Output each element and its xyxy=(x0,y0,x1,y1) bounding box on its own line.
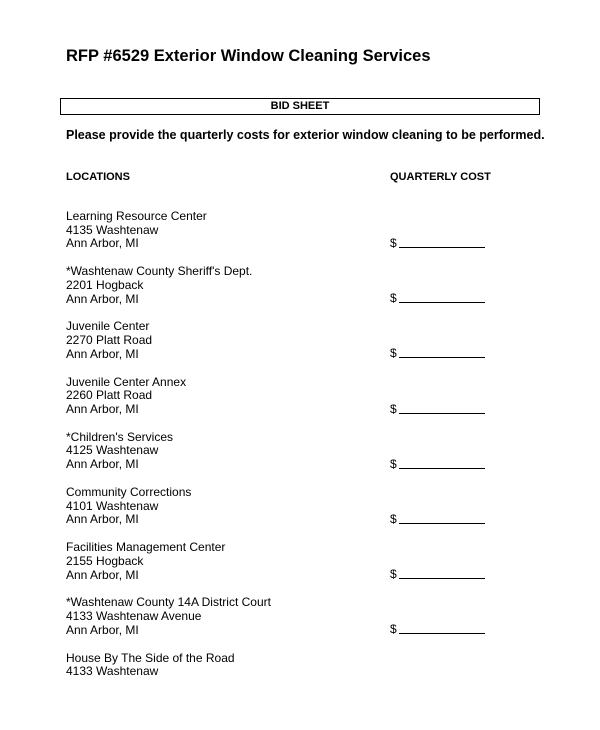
cost-blank-line xyxy=(399,247,485,248)
location-street: 2201 Hogback xyxy=(66,277,144,292)
quarterly-cost-field[interactable] xyxy=(390,567,485,581)
location-address xyxy=(66,376,186,417)
quarterly-cost-column-header: QUARTERLY COST xyxy=(390,171,491,183)
location-street: 2260 Platt Road xyxy=(66,388,153,403)
location-name: Juvenile Center xyxy=(66,319,150,334)
currency-symbol: $ xyxy=(390,511,397,526)
location-entry xyxy=(0,541,600,596)
location-name: *Washtenaw County Sheriff's Dept. xyxy=(66,264,253,279)
location-address xyxy=(66,320,152,361)
location-city: Ann Arbor, MI xyxy=(66,346,139,361)
quarterly-cost-field[interactable] xyxy=(390,236,485,250)
location-entry xyxy=(0,320,600,375)
cost-blank-line xyxy=(399,578,485,579)
cost-blank-line xyxy=(399,302,485,303)
location-address xyxy=(66,431,173,472)
location-name: Juvenile Center Annex xyxy=(66,374,187,389)
bid-sheet-header xyxy=(60,98,540,115)
location-list xyxy=(0,210,600,707)
quarterly-cost-field[interactable] xyxy=(390,457,485,471)
location-address xyxy=(66,265,252,306)
location-city xyxy=(66,679,235,693)
quarterly-cost-field[interactable] xyxy=(390,622,485,636)
location-city: Ann Arbor, MI xyxy=(66,457,139,472)
currency-symbol: $ xyxy=(390,456,397,471)
currency-symbol: $ xyxy=(390,622,397,637)
currency-symbol: $ xyxy=(390,346,397,361)
location-city: Ann Arbor, MI xyxy=(66,512,139,527)
location-street: 4133 Washtenaw xyxy=(66,664,159,679)
location-name: Learning Resource Center xyxy=(66,209,207,223)
document-title: RFP #6529 Exterior Window Cleaning Services xyxy=(66,47,431,65)
location-name: *Children's Services xyxy=(66,429,173,444)
location-street: 4125 Washtenaw xyxy=(66,443,159,458)
location-name: House By The Side of the Road xyxy=(66,650,235,665)
currency-symbol: $ xyxy=(390,236,397,250)
location-city: Ann Arbor, MI xyxy=(66,567,139,582)
location-name: Facilities Management Center xyxy=(66,540,226,555)
location-city: Ann Arbor, MI xyxy=(66,291,139,306)
quarterly-cost-field[interactable] xyxy=(390,512,485,526)
cost-blank-line xyxy=(399,523,485,524)
location-entry xyxy=(0,265,600,320)
locations-column-header: LOCATIONS xyxy=(66,171,130,183)
location-entry xyxy=(0,652,600,707)
location-address xyxy=(66,486,191,527)
cost-blank-line xyxy=(399,413,485,414)
quarterly-cost-field[interactable] xyxy=(390,291,485,305)
location-city: Ann Arbor, MI xyxy=(66,622,139,637)
location-entry xyxy=(0,210,600,265)
location-street: 4135 Washtenaw xyxy=(66,222,159,237)
location-street: 2155 Hogback xyxy=(66,553,144,568)
location-address xyxy=(66,652,235,693)
currency-symbol: $ xyxy=(390,401,397,416)
location-street: 2270 Platt Road xyxy=(66,333,153,348)
cost-blank-line xyxy=(399,633,485,634)
quarterly-cost-field[interactable] xyxy=(390,346,485,360)
currency-symbol: $ xyxy=(390,567,397,582)
cost-blank-line xyxy=(399,357,485,358)
location-entry xyxy=(0,376,600,431)
location-name: *Washtenaw County 14A District Court xyxy=(66,595,271,610)
location-street: 4101 Washtenaw xyxy=(66,498,159,513)
location-city: Ann Arbor, MI xyxy=(66,236,139,251)
location-entry xyxy=(0,596,600,651)
location-name: Community Corrections xyxy=(66,484,192,499)
bid-sheet-label: BID SHEET xyxy=(270,100,330,112)
location-city: Ann Arbor, MI xyxy=(66,401,139,416)
cost-blank-line xyxy=(399,468,485,469)
location-entry xyxy=(0,486,600,541)
instruction-text: Please provide the quarterly costs for exterior window cleaning to be performed. xyxy=(66,128,545,142)
location-address xyxy=(66,541,225,582)
currency-symbol: $ xyxy=(390,291,397,306)
location-entry xyxy=(0,431,600,486)
location-address xyxy=(66,210,207,251)
location-street: 4133 Washtenaw Avenue xyxy=(66,609,202,623)
location-address xyxy=(66,596,271,637)
quarterly-cost-field[interactable] xyxy=(390,402,485,416)
